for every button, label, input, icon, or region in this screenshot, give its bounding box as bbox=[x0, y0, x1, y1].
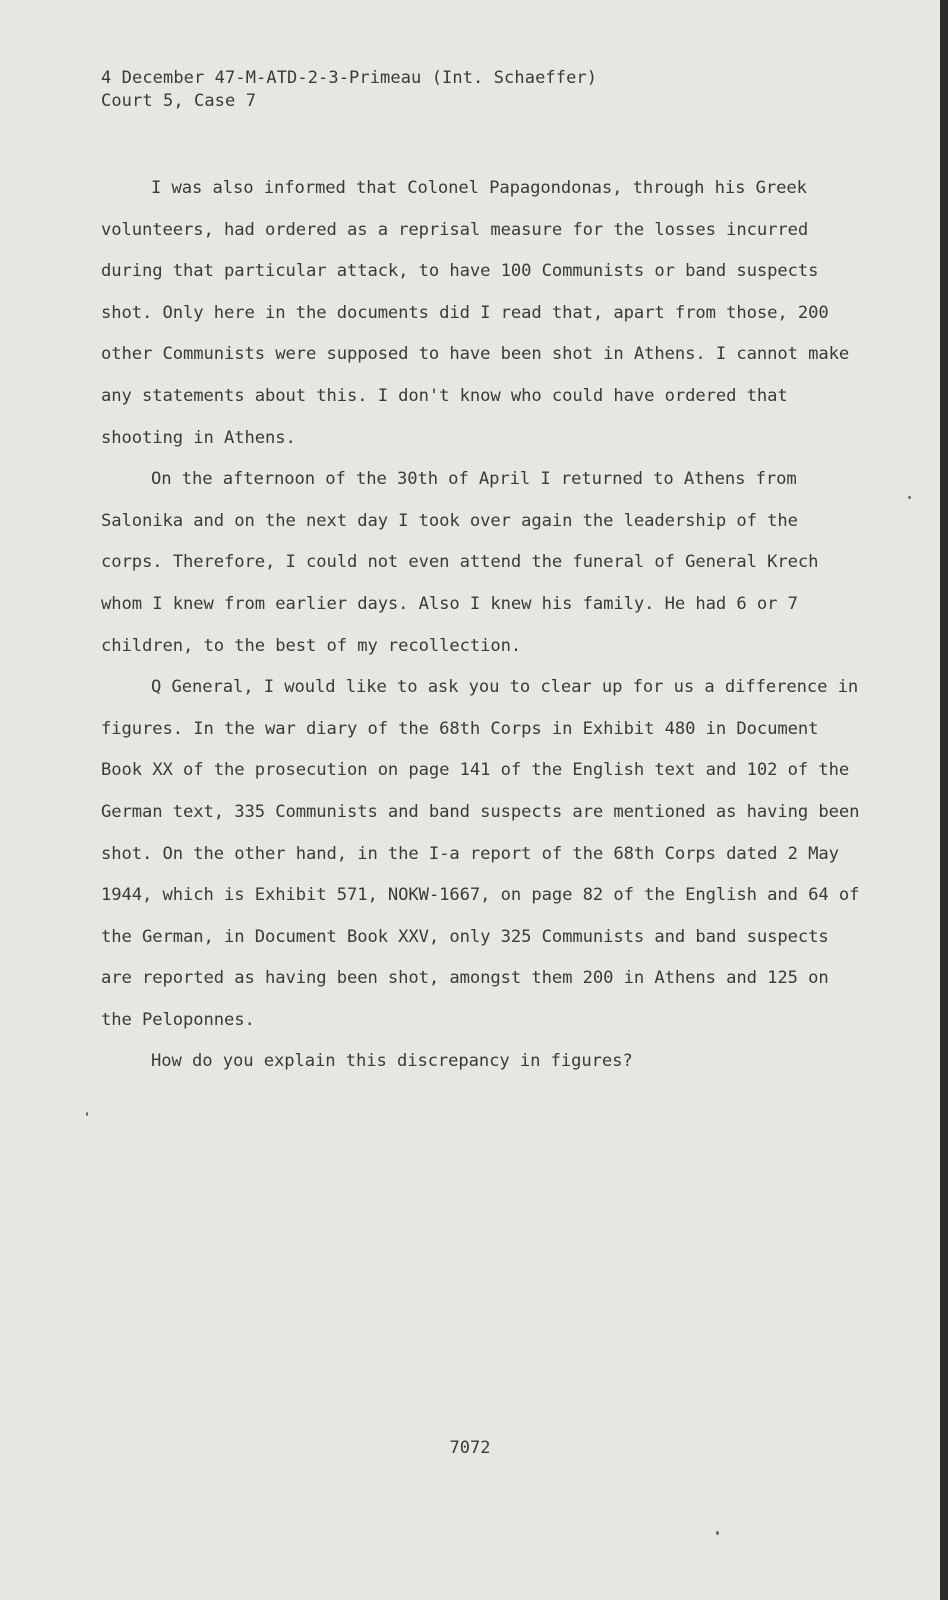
paper-speck bbox=[716, 1531, 719, 1535]
page-number: 7072 bbox=[449, 1438, 491, 1458]
header-line-2: Court 5, Case 7 bbox=[101, 91, 257, 111]
document-body bbox=[101, 168, 861, 1083]
paragraph-3: Q General, I would like to ask you to clear up for us a difference in figures. In the war diary of the 68th Corps in Exhibit 480 in Document Book XX of the prosecution on page 141 of the English text and 102 of the German text, 335 Communists and band suspects are mentioned as having been shot. On the other hand, in the I-a report of the 68th Corps dated 2 May 1944, which is Exhibit 571, NOKW-1667, on page 82 of the English and 64 of the German, in Document Book XXV, only 325 Communists and band suspects are reported as having been shot, amongst them 200 in Athens and 125 on the Peloponnes. bbox=[101, 677, 860, 1030]
paragraph-2: On the afternoon of the 30th of April I returned to Athens from Salonika and on the next day I took over again the leadership of the corps. Therefore, I could not even attend the funeral of General Krech whom I knew from earlier days. Also I knew his family. He had 6 or 7 children, to the best of my recollection. bbox=[101, 469, 819, 656]
paragraph-4: How do you explain this discrepancy in figures? bbox=[151, 1051, 633, 1072]
paper-speck bbox=[86, 1112, 88, 1116]
header-line-1: 4 December 47-M-ATD-2-3-Primeau (Int. Schaeffer) bbox=[101, 68, 598, 88]
paper-speck bbox=[908, 496, 911, 499]
paragraph-1: I was also informed that Colonel Papagondonas, through his Greek volunteers, had ordered as a reprisal measure for the losses incurred during that particular attack, to have 100 Communists or band suspects shot. Only here in the documents did I read that, apart from those, 200 other Communists were supposed to have been shot in Athens. I cannot make any statements about this. I don't know who could have ordered that shooting in Athens. bbox=[101, 178, 850, 448]
